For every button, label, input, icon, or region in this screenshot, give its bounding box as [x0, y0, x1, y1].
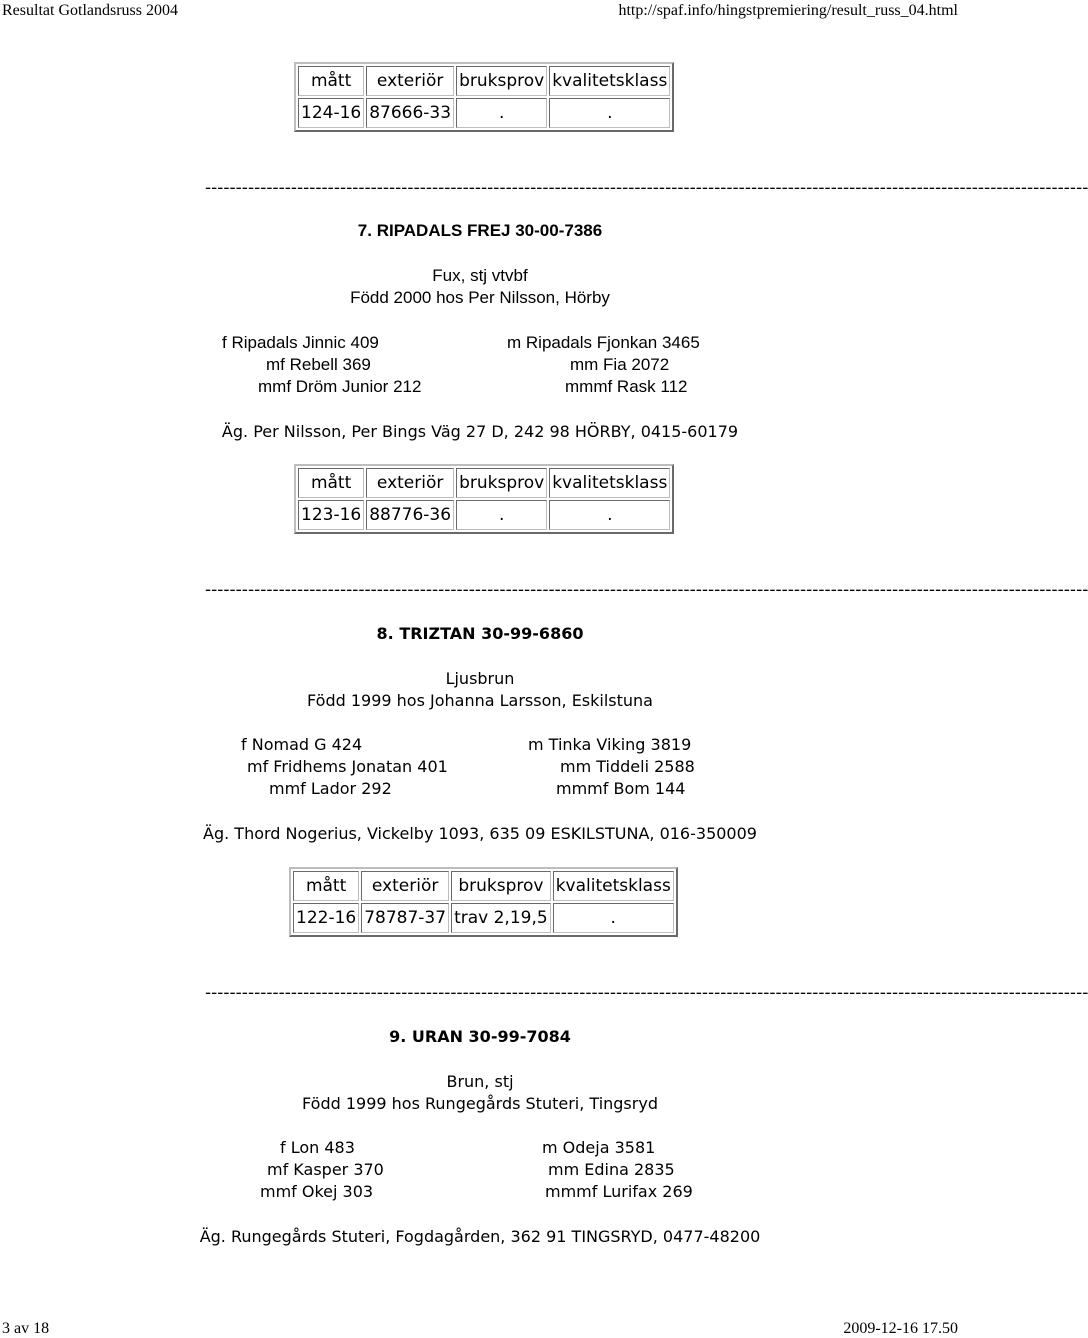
pedigree-mmmf: mmmf Bom 144 [556, 779, 686, 798]
table-header-row [298, 66, 670, 96]
entry-owner: Äg. Thord Nogerius, Vickelby 1093, 635 09 ESKILSTUNA, 016-350009 [203, 824, 757, 843]
entry-owner: Äg. Per Nilsson, Per Bings Väg 27 D, 242 98 HÖRBY, 0415-60179 [221, 422, 739, 441]
pedigree-mmf: mmf Okej 303 [260, 1182, 374, 1201]
header-exterior: exteriör [366, 66, 454, 96]
header-bruksprov: bruksprov [456, 66, 547, 96]
pedigree-mmf: mmf Dröm Junior 212 [258, 377, 422, 396]
header-bruksprov: bruksprov [451, 871, 551, 901]
header-kvalitetsklass: kvalitetsklass [549, 468, 670, 498]
entry-born: Född 1999 hos Johanna Larsson, Eskilstuna [307, 691, 653, 710]
pedigree-mmmf: mmmf Rask 112 [565, 377, 688, 396]
pedigree-mm: mm Tiddeli 2588 [560, 757, 695, 776]
pedigree-m: m Tinka Viking 3819 [528, 735, 692, 754]
header-matt: mått [293, 871, 359, 901]
page-header-url: http://spaf.info/hingstpremiering/result_russ_04.html [618, 2, 958, 19]
cell-exterior: 87666-33 [366, 98, 454, 128]
header-matt: mått [298, 468, 364, 498]
page-header-title: Resultat Gotlandsruss 2004 [2, 2, 178, 19]
entry-born: Född 1999 hos Rungegårds Stuteri, Tingsryd [302, 1094, 658, 1113]
cell-matt: 124-16 [298, 98, 364, 128]
divider: ------------------------------------------------------------------------------------------------------------------------------------------------ [205, 178, 1088, 198]
cell-exterior: 78787-37 [361, 903, 449, 933]
entry-color: Brun, stj [446, 1072, 514, 1091]
entry-title: 9. URAN 30-99-7084 [389, 1027, 571, 1046]
cell-bruksprov: . [456, 98, 547, 128]
header-kvalitetsklass: kvalitetsklass [553, 871, 674, 901]
header-exterior: exteriör [366, 468, 454, 498]
pedigree-m: m Ripadals Fjonkan 3465 [507, 333, 700, 352]
pedigree-mmf: mmf Lador 292 [269, 779, 392, 798]
cell-kvalitetsklass: . [549, 98, 670, 128]
pedigree-mm: mm Fia 2072 [570, 355, 670, 374]
header-bruksprov: bruksprov [456, 468, 547, 498]
result-table-6 [294, 62, 674, 132]
entry-born: Född 2000 hos Per Nilsson, Hörby [350, 288, 610, 307]
entry-color: Ljusbrun [445, 669, 515, 688]
cell-kvalitetsklass: . [549, 500, 670, 530]
table-header-row [298, 468, 670, 498]
table-header-row [293, 871, 674, 901]
cell-kvalitetsklass: . [553, 903, 674, 933]
entry-owner: Äg. Rungegårds Stuteri, Fogdagården, 362 91 TINGSRYD, 0477-48200 [199, 1227, 761, 1246]
pedigree-f: f Ripadals Jinnic 409 [222, 333, 379, 352]
table-row [298, 98, 670, 128]
table-row [298, 500, 670, 530]
page-footer-page-number: 3 av 18 [2, 1320, 50, 1337]
cell-matt: 123-16 [298, 500, 364, 530]
pedigree-mf: mf Kasper 370 [267, 1160, 384, 1179]
cell-bruksprov: . [456, 500, 547, 530]
cell-matt: 122-16 [293, 903, 359, 933]
cell-exterior: 88776-36 [366, 500, 454, 530]
pedigree-f: f Lon 483 [280, 1138, 355, 1157]
result-table-7 [294, 464, 674, 534]
cell-bruksprov: trav 2,19,5 [451, 903, 551, 933]
pedigree-f: f Nomad G 424 [241, 735, 363, 754]
entry-title: 7. RIPADALS FREJ 30-00-7386 [357, 221, 603, 240]
divider: ------------------------------------------------------------------------------------------------------------------------------------------------ [205, 580, 1088, 600]
entry-title: 8. TRIZTAN 30-99-6860 [376, 624, 584, 643]
page-footer-timestamp: 2009-12-16 17.50 [843, 1320, 958, 1337]
header-exterior: exteriör [361, 871, 449, 901]
entry-color: Fux, stj vtvbf [432, 266, 528, 285]
divider: ------------------------------------------------------------------------------------------------------------------------------------------------ [205, 983, 1088, 1003]
header-kvalitetsklass: kvalitetsklass [549, 66, 670, 96]
header-matt: mått [298, 66, 364, 96]
result-table-8 [289, 867, 678, 937]
pedigree-m: m Odeja 3581 [542, 1138, 656, 1157]
pedigree-mf: mf Rebell 369 [266, 355, 371, 374]
pedigree-mmmf: mmmf Lurifax 269 [545, 1182, 693, 1201]
table-row [293, 903, 674, 933]
pedigree-mm: mm Edina 2835 [548, 1160, 675, 1179]
pedigree-mf: mf Fridhems Jonatan 401 [247, 757, 448, 776]
